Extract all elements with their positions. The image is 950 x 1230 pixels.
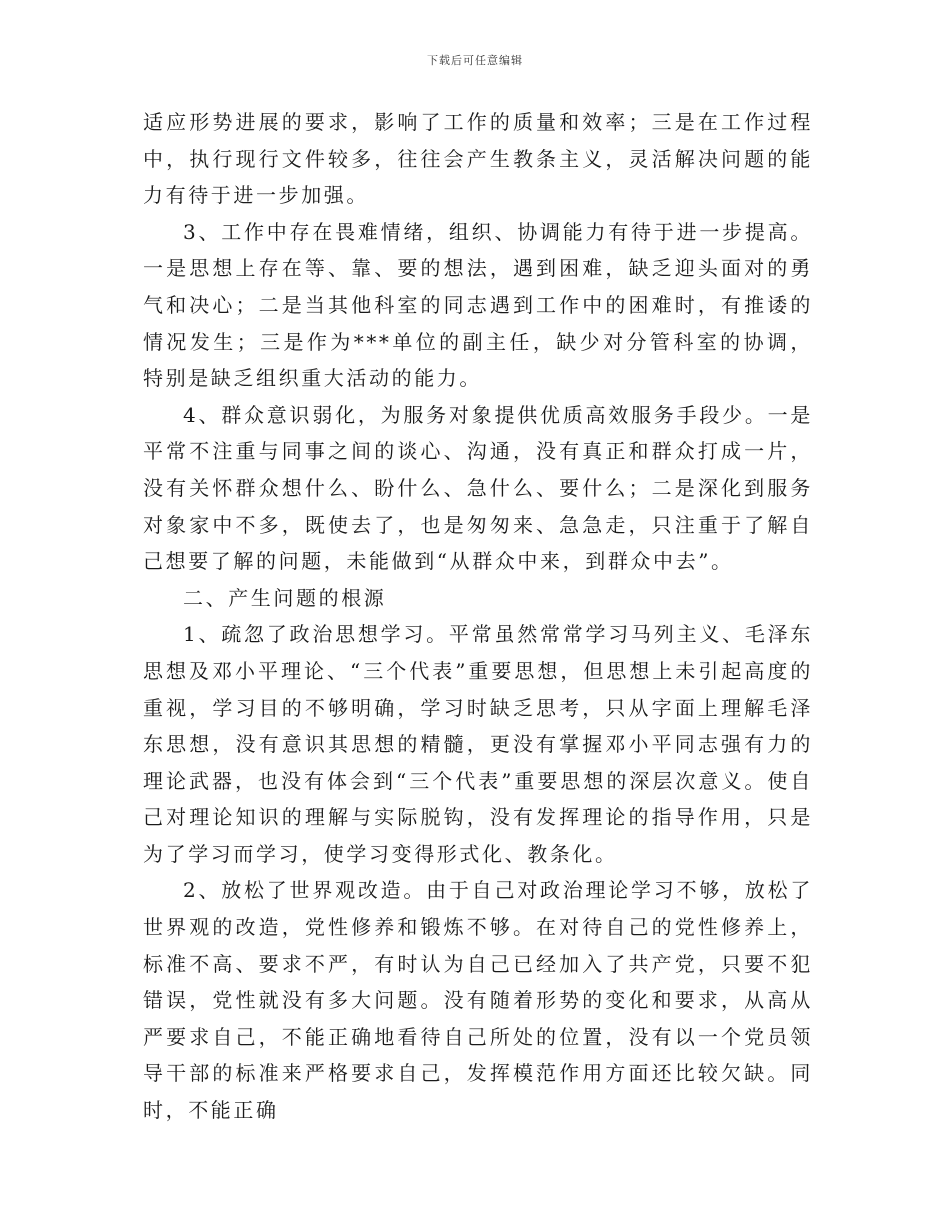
section-heading-root-causes: 二、产生问题的根源 <box>183 585 387 610</box>
paragraph-point-3: 3、工作中存在畏难情绪，组织、协调能力有待于进一步提高。一是思想上存在等、靠、要的想法，遇到困难，缺乏迎头面对的勇气和决心；二是当其他科室的同志遇到工作中的困难时，有推诿的情况发生；三是作为***单位的副主任，缺少对分管科室的协调，特别是缺乏组织重大活动的能力。 <box>143 219 813 391</box>
document-body <box>143 104 813 1129</box>
page-header: 下载后可任意编辑 <box>427 54 523 67</box>
paragraph-continuation: 适应形势进展的要求，影响了工作的质量和效率；三是在工作过程中，执行现行文件较多，往往会产生教条主义，灵活解决问题的能力有待于进一步加强。 <box>143 110 813 208</box>
paragraph-cause-1: 1、疏忽了政治思想学习。平常虽然常常学习马列主义、毛泽东思想及邓小平理论、“三个代表”重要思想，但思想上未引起高度的重视，学习目的不够明确，学习时缺乏思考，只从字面上理解毛泽东思想，没有意识其思想的精髓，更没有掌握邓小平同志强有力的理论武器，也没有体会到“三个代表”重要思想的深层次意义。使自己对理论知识的理解与实际脱钩，没有发挥理论的指导作用，只是为了学习而学习，使学习变得形式化、教条化。 <box>143 622 813 866</box>
paragraph-cause-2: 2、放松了世界观改造。由于自己对政治理论学习不够，放松了世界观的改造，党性修养和锻炼不够。在对待自己的党性修养上，标准不高、要求不严，有时认为自己已经加入了共产党，只要不犯错误，党性就没有多大问题。没有随着形势的变化和要求，从高从严要求自己，不能正确地看待自己所处的位置，没有以一个党员领导干部的标准来严格要求自己，发挥模范作用方面还比较欠缺。同时，不能正确 <box>143 878 813 1123</box>
paragraph-point-4: 4、群众意识弱化，为服务对象提供优质高效服务手段少。一是平常不注重与同事之间的谈心、沟通，没有真正和群众打成一片，没有关怀群众想什么、盼什么、急什么、要什么；二是深化到服务对象家中不多，既使去了，也是匆匆来、急急走，只注重于了解自己想要了解的问题，未能做到“从群众中来，到群众中去”。 <box>143 402 813 574</box>
